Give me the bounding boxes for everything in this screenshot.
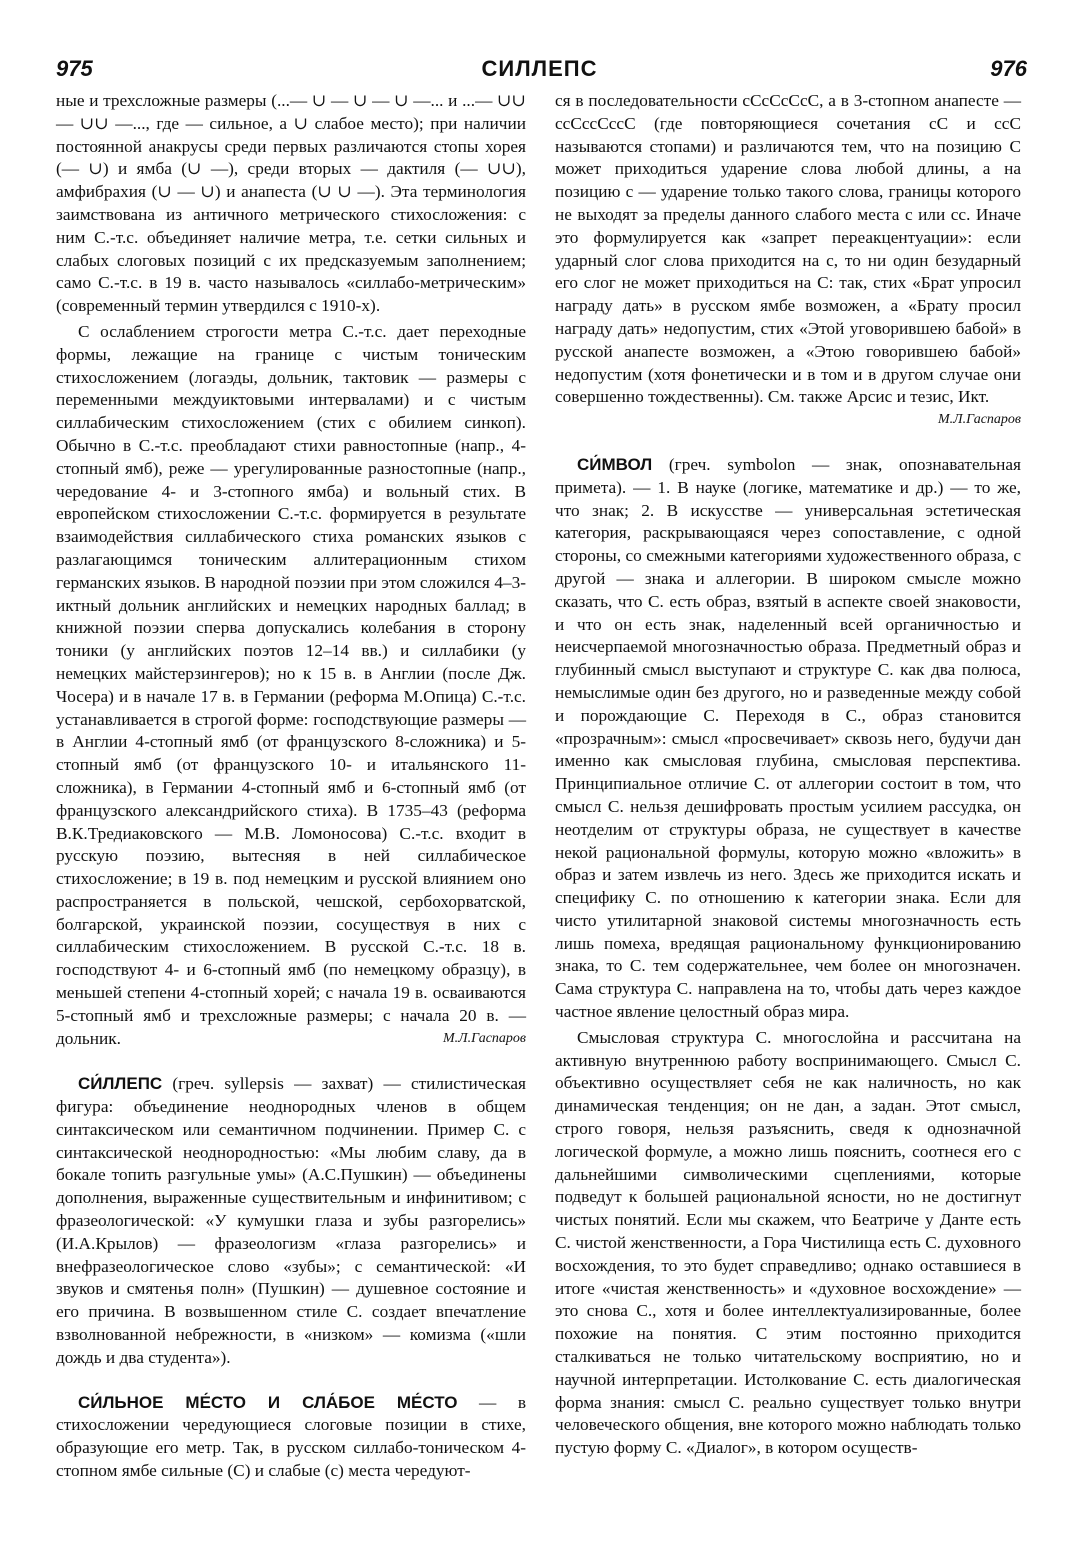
entry-text: (греч. symbolon — знак, опознавательная примета). — 1. В науке (логике, математике и др.) — то же, что знак; 2. В искусстве — универсальная эстетическая категория, раскрывающаяся через сопоставление, с одной стороны, со смежными категориями художественного образа, с другой — знака и аллегории. В широком смысле можно сказать, что С. есть образ, взятый в аспекте своей знаковости, и что он есть знак, наделенный всей органичностью и неисчерпаемой многозначностью образа. Предметный образ и глубинный смысл выступают и структуре С. как два полюса, немыслимые один без другого, но и разведенные между собой и порождающие С. Переходя в С., образ становится «прозрачным»: смысл «просвечивает» сквозь него, будучи дан именно как смысловая глубина, смысловая перспектива. Принципиальное отличие С. от аллегории состоит в том, что смысл С. нельзя дешифровать простым усилием рассудка, он неотделим от структуры образа, не существует в качестве некой рациональной формулы, которую можно «вложить» в образ и затем извлечь из него. Здесь же приходится искать и специфику С. по отношению к категории знака. Если для чисто утилитарной знаковой системы многозначность есть лишь помеха, вредящая рациональному функционированию знака, то С. тем содержательнее, чем более он многозначен. Сама структура С. направлена на то, чтобы дать через каждое частное явление целостный образ мира. <box>555 454 1021 1022</box>
entry-syllepsis <box>56 1073 526 1369</box>
author-signature: М.Л.Гаспаров <box>442 1031 526 1047</box>
left-column <box>56 90 526 1483</box>
paragraph: Смысловая структура С. многослойна и рассчитана на активную внутреннюю работу воспринимающего. Смысл С. объективно осуществляет себя не как наличность, но как динамическая тенденция; он не дан, а задан. Этот смысл, строго говоря, нельзя разъяснить, сведя к однозначной логической формуле, а можно лишь пояснить, соотнеся его с дальнейшими символическими сцеплениями, которые подведут к большей рациональной ясности, но не достигнут чистых понятий. Если мы скажем, что Беатриче у Данте есть С. чистой женственности, а Гора Чистилища есть С. духовного восхождения, то это будет справедливо; однако оставшиеся в итоге «чистая женственность» и «духовное восхождение» — это снова С., хотя и более интеллектуализированные, более похожие на понятия. С этим постоянно приходится сталкиваться не только читательскому восприятию, но и научной интерпретации. Истолкование С. есть диалогическая форма знания: смысл С. реально существует только внутри человеческого общения, вне которого можно наблюдать только пустую форму С. «Диалог», в котором осуществ- <box>555 1027 1021 1458</box>
author-signature: М.Л.Гаспаров <box>937 412 1021 428</box>
entry-term: СИ́МВОЛ <box>577 454 653 474</box>
page-number-left: 975 <box>56 56 93 81</box>
entry-text: — в стихосложении чередующиеся слоговые позиции в стихе, образующие его метр. Так, в русском силлабо-тоническом 4-стопном ямбе сильные (С) и слабые (с) места чередуют- <box>56 1392 526 1481</box>
paragraph: ные и трехсложные размеры (...— ∪ — ∪ — ∪ —... и ...— ∪∪ — ∪∪ —..., где — сильное, а ∪ слабое место); при наличии постоянной анакрусы среди первых различаются стопы хорея (— ∪) и ямба (∪ —), среди вторых — дактиля (— ∪∪), амфибрахия (∪ — ∪) и анапеста (∪ ∪ —). Эта терминология заимствована из античного метрического стихосложения: с ним С.-т.с. объединяет наличие метра, т.е. сетки сильных и слабых слоговых позиций с их предсказуемым заполнением; само С.-т.с. в 19 в. часто называлось «силлабо-метрическим» (современный термин утвердился с 1910-х). <box>56 91 526 316</box>
entry-symbol <box>555 454 1021 1024</box>
right-column <box>555 90 1021 1460</box>
running-header <box>0 52 1079 88</box>
paragraph: ся в последовательности cСcСcСcС, а в 3-стопном анапесте — ccСccСccС (где повторяющиеся сочетания cС и ccС называются стопами) и различаются тем, что на позицию С может приходиться ударение слова любой длины, а на позицию с — ударение только такого слова, границы которого не выходят за пределы данного слабого места с или сс. Иначе это формулируется как «запрет переакцентуации»: если ударный слог слова приходится на с, то ни один безударный его слог не может приходиться на С: так, стих «Брат упросил награду дать» в русском ямбе возможен, а «Брату просил награду дать» недопустим, стих «Этой уговорившею бабой» в русской анапесте возможен, а «Этою говорившею бабой» недопустим (хотя фонетически и в том и в другом случае они совершенно тождественны). См. также Арсис и тезис, Икт. <box>555 91 1021 407</box>
entry-text: (греч. syllepsis — захват) — стилистическая фигура: объединение неоднородных членов в общем синтаксическом или семантичном подчинении. Пример С. с синтаксической неоднородностью: «Мы любим славу, да в бокале топить разгульные умы» (А.С.Пушкин) — объединены дополнения, выраженные существительным и инфинитивом; с фразеологической: «У кумушки глаза и зубы разгорелись» (И.А.Крылов) — фразеологизм «глаза разгорелись» и внефразеологическое слово «зубы»; с семантической: «И звуков и смятенья полн» (Пушкин) — душевное состояние и его причина. В возвышенном стиле С. создает впечатление взволнованной небрежности, в «низком» — комизма («шли дождь и два студента»). <box>56 1074 526 1367</box>
entry-term: СИ́ЛЛЕПС <box>78 1074 163 1094</box>
entry-term: СИ́ЛЬНОЕ МЕ́СТО И СЛА́БОЕ МЕ́СТО <box>78 1392 458 1412</box>
paragraph: С ослаблением строгости метра С.-т.с. дает переходные формы, лежащие на границе с чистым тоническим стихосложением (логаэды, дольник, тактовик — размеры с переменными междуиктовыми интервалами) и с чистым силлабическим стихосложением (стих с обилием синкоп). Обычно в С.-т.с. преобладают стихи равностопные (напр., 4-стопный ямб), реже — урегулированные разностопные (напр., чередование 4- и 3-стопного ямба) и вольный стих. В европейском стихосложении С.-т.с. формируется в результате взаимодействия силлабического стиха романских языков с разлагающимся тоническим аллитерационным стихом германских языков. В народной поэзии при этом сложился 4–3-иктный дольник английских и немецких народных баллад; в книжной поэзии сперва допускались колебания в сторону тоники (у английских поэтов 12–14 вв.) и силлабики (у немецких майстерзингеров); но к 15 в. в Англии (после Дж. Чосера) и в начале 17 в. в Германии (реформа М.Опица) С.-т.с. устанавливается в строгой форме: господствующие размеры — в Англии 4-стопный ямб (от французского 8-сложника) и 5-стопный ямб (от французского 10- и итальянского 11-сложника), в Германии 4-стопный ямб и 6-стопный ямб (от французского александрийского стиха). В 1735–43 (реформа В.К.Тредиаковского — М.В. Ломоносова) С.-т.с. входит в русскую поэзию, вытесняя в ней силлабическое стихосложение; в 19 в. под немецким и русской влиянием оно распространяется в польской, чешской, сербохорватской, болгарской, украинской поэзии, сосуществуя в них с силлабическим стихосложением. В русской С.-т.с. 18 в. господствуют 4- и 6-стопный ямб (по немецкому образцу), в меньшей степени 4-стопный хорей; с начала 19 в. осваиваются 5-стопный ямб и трехсложные размеры; с начала 20 в. — дольник. <box>56 321 526 1048</box>
page-number-right: 976 <box>990 56 1027 81</box>
entry-strong-weak-place <box>56 1392 526 1483</box>
running-title: СИЛЛЕПС <box>481 56 598 81</box>
